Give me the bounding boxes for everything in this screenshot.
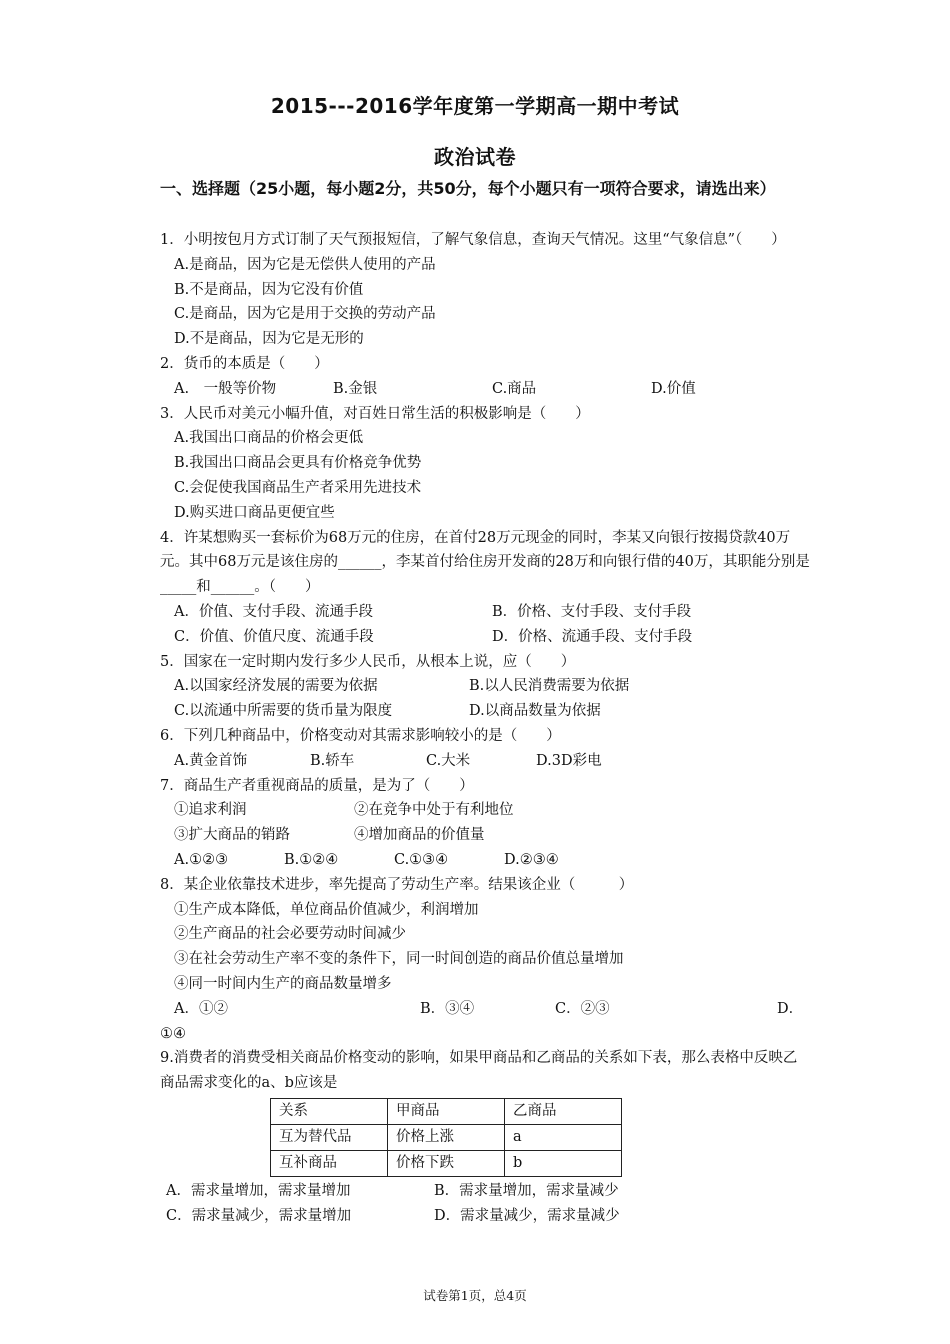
option-c: C．需求量减少，需求量增加 [166, 1207, 352, 1224]
option-row [160, 699, 810, 724]
option-b: B.①②④ [284, 851, 339, 868]
option-d: D.不是商品，因为它是无形的 [174, 331, 364, 348]
section-heading: 一、选择题（25小题，每小题2分，共50分，每个小题只有一项符合要求，请选出来） [160, 179, 776, 198]
table-header-cell: 乙商品 [505, 1098, 622, 1124]
option-c: C.商品 [492, 380, 537, 397]
table-header-row [271, 1098, 622, 1124]
option-row [160, 625, 810, 650]
option-c: C.以流通中所需要的货币量为限度 [174, 703, 393, 720]
option-a: A.黄金首饰 [174, 752, 248, 769]
statement-3: ③在社会劳动生产率不变的条件下，同一时间创造的商品价值总量增加 [174, 951, 624, 968]
table-cell: 价格下跌 [388, 1150, 505, 1176]
statement-1: ①追求利润 [174, 802, 247, 819]
option-a: A．①② [174, 1000, 228, 1017]
option-d: D.②③④ [504, 851, 559, 868]
question-stem: 9.消费者的消费受相关商品价格变动的影响，如果甲商品和乙商品的关系如下表，那么表格中反映乙商品需求变化的a、b应该是 [160, 1050, 798, 1092]
table-header-cell: 甲商品 [388, 1098, 505, 1124]
option-row [160, 1179, 810, 1204]
table-cell: b [505, 1150, 622, 1176]
option-d: D.以商品数量为依据 [469, 703, 601, 720]
question-7 [160, 774, 810, 873]
statement-3: ③扩大商品的销路 [174, 827, 290, 844]
option-d: D． [777, 1000, 804, 1017]
question-stem: 2．货币的本质是（ ） [160, 355, 329, 372]
question-9 [160, 1046, 810, 1228]
page-footer: 试卷第1页，总4页 [423, 1288, 527, 1303]
table-header-cell: 关系 [271, 1098, 388, 1124]
option-a: A．需求量增加，需求量增加 [166, 1182, 351, 1199]
question-stem: 7．商品生产者重视商品的质量，是为了（ ） [160, 777, 474, 794]
option-a: A.我国出口商品的价格会更低 [174, 430, 364, 447]
statement-2: ②在竞争中处于有利地位 [354, 802, 514, 819]
question-stem: 4．许某想购买一套标价为68万元的住房，在首付28万元现金的同时，李某又向银行按揭贷款40万元。其中68万元是该住房的______，李某首付给住房开发商的28万和向银行借的40万，其职能分别是_____和______。（ ） [160, 529, 810, 596]
option-d: D.价值 [651, 380, 696, 397]
option-a: A.以国家经济发展的需要为依据 [174, 678, 378, 695]
option-row [160, 1204, 810, 1229]
table-row [271, 1124, 622, 1150]
option-c: C.会促使我国商品生产者采用先进技术 [174, 479, 422, 496]
option-b: B．③④ [420, 1000, 475, 1017]
relation-table [270, 1098, 622, 1177]
question-2 [160, 352, 810, 402]
option-b: B.我国出口商品会更具有价格竞争优势 [174, 455, 422, 472]
option-c: C．价值、价值尺度、流通手段 [174, 628, 374, 645]
question-5 [160, 650, 810, 724]
question-stem: 8．某企业依靠技术进步，率先提高了劳动生产率。结果该企业（ ） [160, 876, 634, 893]
question-8 [160, 873, 810, 1047]
option-a: A. 一般等价物 [174, 380, 277, 397]
option-c: C.大米 [426, 752, 471, 769]
question-1 [160, 228, 810, 352]
table-row [271, 1150, 622, 1176]
statement-row [160, 798, 810, 823]
question-3 [160, 402, 810, 526]
statement-2: ②生产商品的社会必要劳动时间减少 [174, 926, 406, 943]
option-c: C.①③④ [394, 851, 449, 868]
option-row [160, 377, 810, 402]
option-b: B．需求量增加，需求量减少 [434, 1182, 619, 1199]
question-stem: 3．人民币对美元小幅升值，对百姓日常生活的积极影响是（ ） [160, 405, 590, 422]
option-b: B．价格、支付手段、支付手段 [492, 603, 692, 620]
option-d: D.3D彩电 [536, 752, 602, 769]
question-4 [160, 526, 810, 650]
option-c: C.是商品，因为它是用于交换的劳动产品 [174, 306, 436, 323]
question-stem: 1．小明按包月方式订制了天气预报短信，了解气象信息，查询天气情况。这里“气象信息”（ ） [160, 232, 786, 248]
option-b: B.金银 [333, 380, 378, 397]
exam-subtitle: 政治试卷 [434, 145, 516, 169]
option-b: B.以人民消费需要为依据 [469, 678, 630, 695]
table-cell: 互补商品 [271, 1150, 388, 1176]
statement-row [160, 823, 810, 848]
option-d-continuation: ①④ [160, 1025, 186, 1042]
option-c: C．②③ [555, 1000, 610, 1017]
table-cell: 互为替代品 [271, 1124, 388, 1150]
option-d: D．价格、流通手段、支付手段 [492, 628, 693, 645]
exam-title: 2015---2016学年度第一学期高一期中考试 [270, 94, 680, 118]
question-stem: 5．国家在一定时期内发行多少人民币，从根本上说，应（ ） [160, 653, 576, 670]
option-a: A．价值、支付手段、流通手段 [174, 603, 373, 620]
option-b: B.不是商品，因为它没有价值 [174, 281, 364, 298]
question-6 [160, 724, 810, 774]
option-row [160, 997, 810, 1022]
table-cell: a [505, 1124, 622, 1150]
question-stem: 6．下列几种商品中，价格变动对其需求影响较小的是（ ） [160, 727, 561, 744]
question-list [160, 228, 810, 1228]
table-cell: 价格上涨 [388, 1124, 505, 1150]
statement-1: ①生产成本降低，单位商品价值减少，利润增加 [174, 901, 479, 918]
option-d: D.购买进口商品更便宜些 [174, 504, 335, 521]
option-d: D．需求量减少，需求量减少 [434, 1207, 620, 1224]
statement-4: ④增加商品的价值量 [354, 827, 485, 844]
option-row [160, 600, 810, 625]
option-a: A.是商品，因为它是无偿供人使用的产品 [174, 256, 436, 273]
option-row [160, 674, 810, 699]
option-b: B.轿车 [310, 752, 355, 769]
option-a: A.①②③ [174, 851, 229, 868]
option-row [160, 749, 810, 774]
option-row [160, 848, 810, 873]
statement-4: ④同一时间内生产的商品数量增多 [174, 975, 392, 992]
